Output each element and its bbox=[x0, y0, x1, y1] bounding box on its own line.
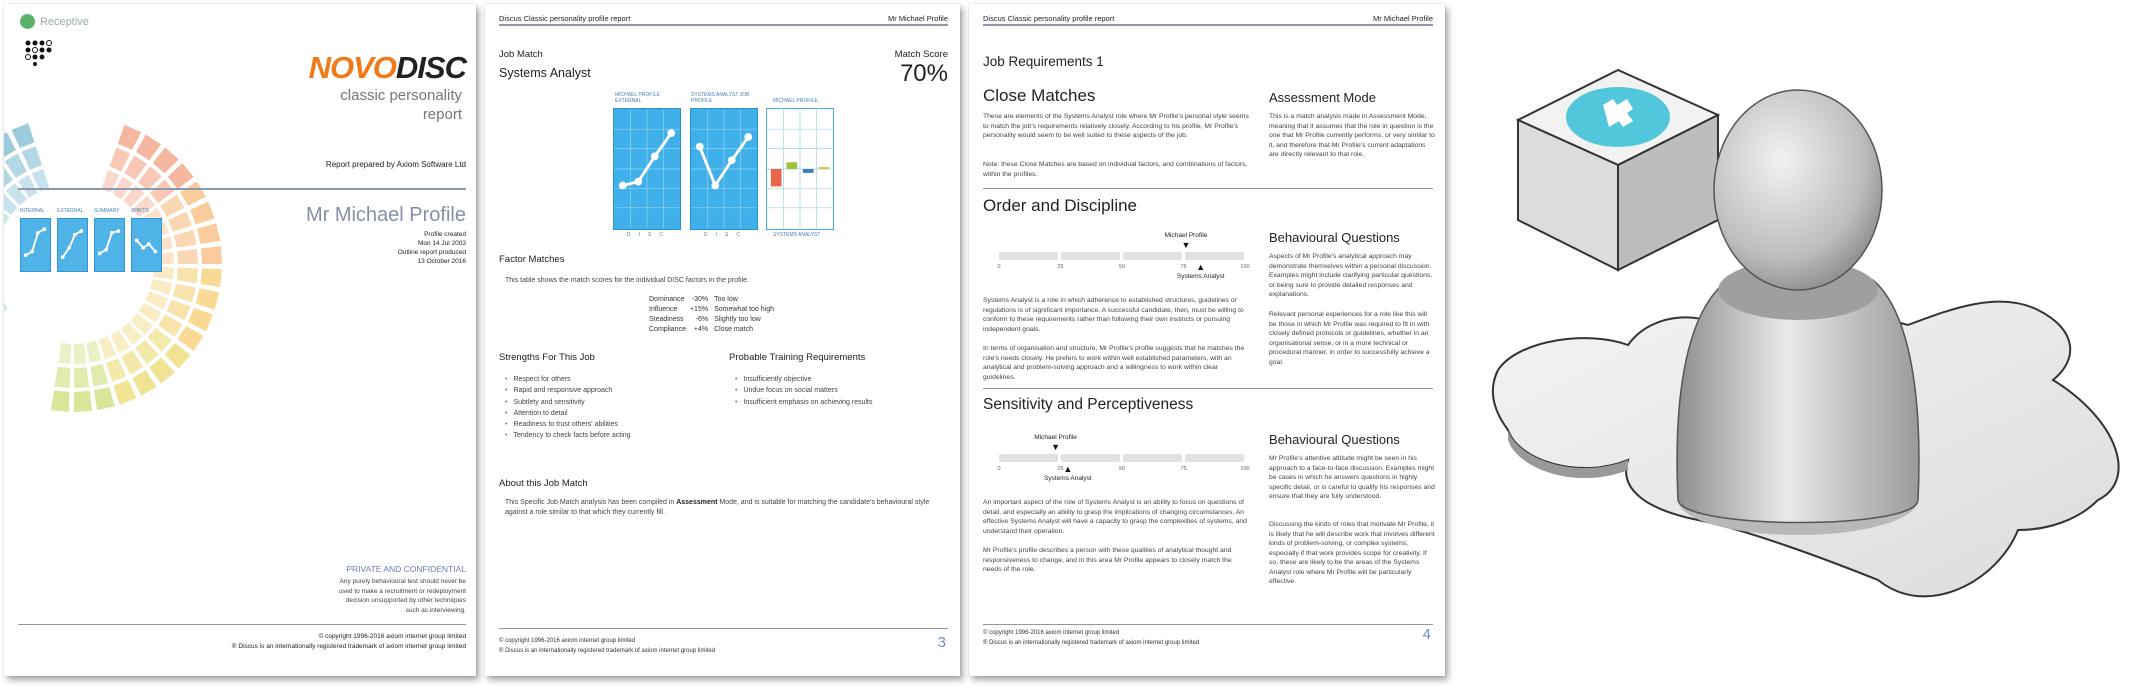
footer-copyright: © copyright 1996-2016 axiom internet group limited ® Discus is an internationally registered trademark of axiom internet group limited bbox=[983, 630, 1200, 646]
ring-segment bbox=[118, 125, 141, 150]
factor-intro: This table shows the match scores for the individual DISC factors in the profile. bbox=[505, 277, 749, 284]
graph3-label: MICHAEL PROFILE bbox=[773, 98, 818, 104]
job-match-label: Job Match bbox=[499, 49, 543, 60]
ring-segment bbox=[153, 147, 179, 173]
mini-graph-shifts bbox=[131, 218, 162, 272]
about-title: About this Job Match bbox=[499, 478, 588, 489]
ring-segment bbox=[87, 341, 102, 363]
mini-graph-summary bbox=[94, 218, 125, 272]
graph2-label: SYSTEMS ANALYST JOB PROFILE bbox=[691, 92, 750, 104]
ring-segment bbox=[173, 284, 196, 302]
sensitivity-text-2: Mr Profile's profile describes a person with these qualities of analytical thought and responsiveness to change, and in this area Mr Profile appears to closely match the needs of the role. bbox=[983, 547, 1232, 573]
mini-graph-labels: INTERNAL EXTERNAL SUMMARY SHIFTS bbox=[20, 208, 149, 214]
disc-axis-letters: DISC bbox=[627, 232, 671, 238]
report-subtitle: classic personality report bbox=[340, 87, 462, 123]
job-marker-label: Systems Analyst bbox=[1176, 273, 1225, 280]
ring-segment bbox=[200, 268, 221, 287]
order-discipline-title: Order and Discipline bbox=[983, 196, 1138, 215]
ring-segment bbox=[178, 326, 204, 351]
ring-segment bbox=[4, 300, 8, 320]
table-row: Dominance -30% Too low bbox=[649, 295, 738, 303]
close-matches-note: Note: these Close Matches are based on individual factors, and combinations of factors, within the profiles. bbox=[983, 161, 1248, 178]
list-item: • Tendency to check facts before acting bbox=[505, 430, 631, 441]
ring-segment bbox=[136, 135, 161, 161]
ring-segment bbox=[74, 391, 92, 412]
sensitivity-title: Sensitivity and Perceptiveness bbox=[983, 396, 1194, 413]
ring-segment bbox=[149, 358, 175, 384]
list-item: • Attention to detail bbox=[505, 408, 631, 419]
page-header: Discus Classic personality profile report Mr Michael Profile bbox=[499, 14, 948, 23]
scale-segment bbox=[1061, 252, 1120, 260]
behavioural-text-1a: Aspects of Mr Profile's analytical approach may demonstrate themselves within a personal discussion. Examples might include clarifying particular questions, or being sure to provide detailed responses and explanations. bbox=[1269, 253, 1433, 298]
copyright: © copyright 1996-2016 axiom internet group limited ® Discus is an internationally registered trademark of axiom internet group limited bbox=[231, 633, 466, 650]
page-number: 3 bbox=[937, 634, 946, 651]
person-puzzle-illustration bbox=[1478, 60, 2132, 620]
scale-segment bbox=[999, 454, 1058, 462]
scale-segment bbox=[1123, 454, 1182, 462]
list-item: • Insufficiently objective bbox=[735, 374, 873, 385]
ring-segment bbox=[51, 390, 70, 411]
strengths-list bbox=[505, 374, 631, 442]
receptive-label: Receptive bbox=[40, 15, 89, 28]
person-marker-label: Michael Profile bbox=[1034, 434, 1077, 441]
sensitivity-text-1: An important aspect of the role of Systems Analyst is an ability to focus on questions of detail, and especially an ability to grasp the implications of changing circumstances. An effective Systems Analyst will have a capacity to grasp the complexities of systems, and understand their operation. bbox=[983, 499, 1247, 535]
behavioural-text-2a: Mr Profile's attentive attitude might be seen in his approach to a face-to-face discussion. Examples might be cases in which he answers questions in highly specific detail, or is careful to qualify his responses and ensure that they are fully understood. bbox=[1269, 455, 1435, 500]
job-marker-icon: ▲ bbox=[1196, 262, 1206, 272]
page-number: 4 bbox=[1422, 626, 1431, 643]
ring-segment bbox=[196, 288, 220, 309]
list-item: • Respect for others bbox=[505, 374, 631, 385]
ring-segment bbox=[11, 123, 34, 148]
ring-segment bbox=[58, 343, 71, 364]
assessment-mode-title: Assessment Mode bbox=[1269, 90, 1376, 105]
scale-segment bbox=[1185, 252, 1244, 260]
about-text: This Specific Job Match analysis has been compiled in Assessment Mode, and is suitable for matching the candidate's behavioural style against a role similar to that which they currently fill. bbox=[505, 499, 930, 516]
divider bbox=[18, 624, 466, 625]
ring-segment bbox=[114, 380, 137, 405]
person-marker-icon: ▼ bbox=[1051, 442, 1061, 452]
prepared-by: Report prepared by Axiom Software Ltd bbox=[325, 160, 466, 169]
created-info: Profile created Mon 14 Jul 2003 Outline report produced 13 October 2016 bbox=[397, 231, 466, 265]
axiom-dots-logo bbox=[24, 39, 58, 67]
close-matches-title: Close Matches bbox=[983, 86, 1096, 105]
ring-segment bbox=[74, 343, 86, 364]
page-header: Discus Classic personality profile report Mr Michael Profile bbox=[983, 14, 1433, 23]
ring-segment bbox=[177, 268, 198, 284]
private-confidential: PRIVATE AND CONFIDENTIAL bbox=[346, 564, 466, 574]
disc-graph-job bbox=[690, 108, 758, 230]
scale-segment bbox=[1185, 454, 1244, 462]
ring-segment bbox=[188, 308, 213, 331]
divider bbox=[499, 24, 948, 26]
match-score-label: Match Score bbox=[894, 49, 948, 60]
person-marker-icon: ▼ bbox=[1181, 240, 1191, 250]
behavioural-text-1b: Relevant personal experiences for a role like this will be those in which Mr Profile was required to fit in with closely defined protocols or guidelines, whether in an organisational sense, or in a more technical or procedural manner, in order to successfully achieve a goal. bbox=[1269, 311, 1430, 366]
divider bbox=[983, 188, 1433, 189]
disc-axis-letters: DISC bbox=[704, 232, 748, 238]
job-marker-label: Systems Analyst bbox=[1044, 475, 1092, 482]
list-item: • Readiness to trust others' abilities bbox=[505, 419, 631, 430]
strengths-title: Strengths For This Job bbox=[499, 352, 595, 363]
close-matches-text: These are elements of the Systems Analyst role where Mr Profile's personal style seems to match the job's requirements relatively closely. According to his profile, Mr Profile's personality would seem to be well suited to these aspects of the job. bbox=[983, 113, 1249, 139]
person-marker-label: Michael Profile bbox=[1164, 232, 1208, 239]
behavioural-questions-title: Behavioural Questions bbox=[1269, 230, 1400, 245]
ring-segment bbox=[4, 132, 16, 158]
ring-segment bbox=[168, 212, 192, 232]
ring-segment bbox=[165, 343, 191, 369]
ring-segment bbox=[201, 246, 222, 264]
ring-segment bbox=[94, 387, 115, 410]
novodisc-logo: NOVODISC bbox=[308, 50, 466, 85]
mini-graph-external bbox=[57, 218, 88, 272]
profile-name: Mr Michael Profile bbox=[305, 204, 466, 226]
divider bbox=[18, 188, 466, 190]
job-match-value: Systems Analyst bbox=[499, 66, 591, 80]
match-score-value: 70% bbox=[899, 60, 948, 87]
ring-segment bbox=[177, 249, 198, 264]
status-dot-icon bbox=[20, 14, 35, 29]
ring-segment bbox=[197, 223, 220, 244]
ring-segment bbox=[167, 300, 191, 321]
ring-segment bbox=[55, 367, 71, 388]
table-row: Compliance +4% Close match bbox=[649, 325, 753, 333]
graph1-label: MICHAEL PROFILE EXTERNAL bbox=[615, 92, 660, 104]
report-cover-page bbox=[4, 4, 476, 676]
ring-segment bbox=[132, 370, 157, 396]
list-item: • Undue focus on social matters bbox=[735, 385, 873, 396]
ring-segment bbox=[110, 147, 131, 171]
scale-segment bbox=[1123, 252, 1182, 260]
scale-segment bbox=[1061, 454, 1120, 462]
training-list bbox=[735, 374, 873, 408]
training-title: Probable Training Requirements bbox=[729, 352, 866, 363]
mini-disc-graphs bbox=[20, 218, 162, 272]
scale-segment bbox=[999, 252, 1058, 260]
disc-graph-profile bbox=[613, 108, 681, 230]
assessment-mode-text: This is a match analysis made in Assessment Mode, meaning that it assumes that the role in question is the one that Mr Profile currently performs, or very similar to it, and therefore that Mr Profile's current adaptations are directly relevant to that role. bbox=[1269, 113, 1435, 158]
ring-segment bbox=[74, 367, 89, 388]
job-marker-icon: ▲ bbox=[1063, 464, 1073, 474]
receptive-indicator bbox=[20, 14, 89, 29]
behavioural-questions-title-2: Behavioural Questions bbox=[1269, 432, 1400, 447]
private-note: Any purely behavioural test should never be used to make a recruitment or redeployment decision unsupported by other techniques such as interviewing. bbox=[338, 578, 466, 614]
divider bbox=[983, 388, 1433, 389]
factor-table bbox=[649, 294, 778, 334]
ring-segment bbox=[150, 279, 172, 295]
divider bbox=[983, 624, 1433, 625]
divider bbox=[983, 24, 1433, 26]
graph3-sublabel: SYSTEMS ANALYST bbox=[773, 232, 821, 238]
list-item: • Subtlety and sensitivity bbox=[505, 397, 631, 408]
ring-segment bbox=[168, 163, 194, 189]
behavioural-text-2b: Discussing the kinds of roles that motivate Mr Profile, it is likely that he will describe work that involves different kinds of problem-solving, or complex systems, especially if that work provides scope for creativity. If so, these are likely to be the areas of the Systems Analyst role where Mr Profile will be particularly effective. bbox=[1269, 521, 1435, 585]
job-requirements-page: Discus Classic personality profile report Mr Michael Profile Job Requirements 1 Close Matches These are elements of the Systems Analyst role where Mr Profile's personal style seems to match the job's requirements relatively closely. According to his profile, Mr Profile's personality would seem to be well suited to these aspects of the job. Note: these Close Matches are based on individual factors, and combinations of factors, within the profiles. Assessment Mode This is a match analysis made in Assessment Mode, meaning that it assumes that the role in question is the one that Mr Profile currently performs, or very similar to it, and therefore that Mr Profile's current adaptations are directly relevant to that role. Order and Discipline Michael Profile ▼ 0 25 50 75 100 ▲ Systems Analyst Systems Analyst is a role in which adherence to established structures, guidelines or regulations is of significant importance. A successful candidate, then, must be willing to conform to these requirements rather than following their own instincts or pursuing independent goals. In terms of organisation and structure, Mr Profile's profile suggests that he matches the role's needs closely. He prefers to work within well established parameters, with an analytical and problem-solving approach and a willingness to work within clear guidelines. Behavioural Questions Aspects of Mr Profile's analytical approach may demonstrate themselves within a personal discussion. Examples might include clarifying particular questions, or being sure to provide detailed responses and explanations. Relevant personal experiences for a role like this will be those in which Mr Profile was required to fit in with closely defined protocols or guidelines, whether in an organisational sense, or in a more technical or procedural manner, in order to successfully achieve a goal. Sensitivity and Perceptiveness Michael Profile ▼ 0 25 50 75 100 ▲ Systems Analyst An important aspect of the role of Systems Analyst is an ability to focus on questions of detail, and especially an ability to grasp the implications of changing circumstances. An effective Systems Analyst will have a capacity to grasp the complexities of systems, and understand their operation. Mr Profile's profile describes a person with these qualities of analytical thought and responsiveness to change, and in this area Mr Profile appears to closely match the needs of the role. Behavioural Questions Mr Profile's attentive attitude might be seen in his approach to a face-to-face discussion. Examples might be cases in which he answers questions in highly specific detail, or is careful to qualify his responses and ensure that they are fully understood. Discussing the kinds of roles that motivate Mr Profile, it is likely that he will describe work that involves different kinds of problem-solving, or complex systems, especially if that work provides scope for creativity. If so, these are likely to be the areas of the Systems Analyst role where Mr Profile will be particularly effective. © copyright 1996-2016 axiom internet group limited ® Discus is an internationally registered trademark of axiom internet group limited 4 bbox=[969, 4, 1445, 676]
ring-segment bbox=[22, 146, 42, 170]
ring-segment bbox=[180, 181, 206, 206]
ring-segment bbox=[174, 230, 197, 248]
order-text-2: In terms of organisation and structure, Mr Profile's profile suggests that he matches the role's needs closely. He prefers to work within well established parameters, with an analytical and problem-solving approach and a willingness to work within clear guidelines. bbox=[983, 345, 1245, 381]
ring-segment bbox=[106, 358, 126, 382]
list-item: • Insufficient emphasis on achieving results bbox=[735, 397, 873, 408]
list-item: • Rapid and responsive approach bbox=[505, 385, 631, 396]
ring-segment bbox=[190, 201, 215, 224]
divider bbox=[499, 628, 948, 629]
order-text-1: Systems Analyst is a role in which adherence to established structures, guidelines or regulations is of significant importance. A successful candidate, then, must be willing to conform to these requirements rather than following their own instincts or pursuing independent goals. bbox=[983, 297, 1244, 333]
job-match-page bbox=[485, 4, 960, 676]
table-row: Influence +15% Somewhat too high bbox=[649, 305, 775, 313]
factor-matches-title: Factor Matches bbox=[499, 254, 565, 265]
table-row: Steadiness -6% Slightly too low bbox=[649, 315, 761, 323]
ring-segment bbox=[90, 364, 108, 387]
mini-graph-internal bbox=[20, 218, 51, 272]
job-requirements-title: Job Requirements 1 bbox=[983, 54, 1104, 69]
footer-copyright: © copyright 1996-2016 axiom internet group limited ® Discus is an internationally registered trademark of axiom internet group limited bbox=[499, 638, 716, 654]
disc-difference-graph bbox=[766, 108, 834, 230]
